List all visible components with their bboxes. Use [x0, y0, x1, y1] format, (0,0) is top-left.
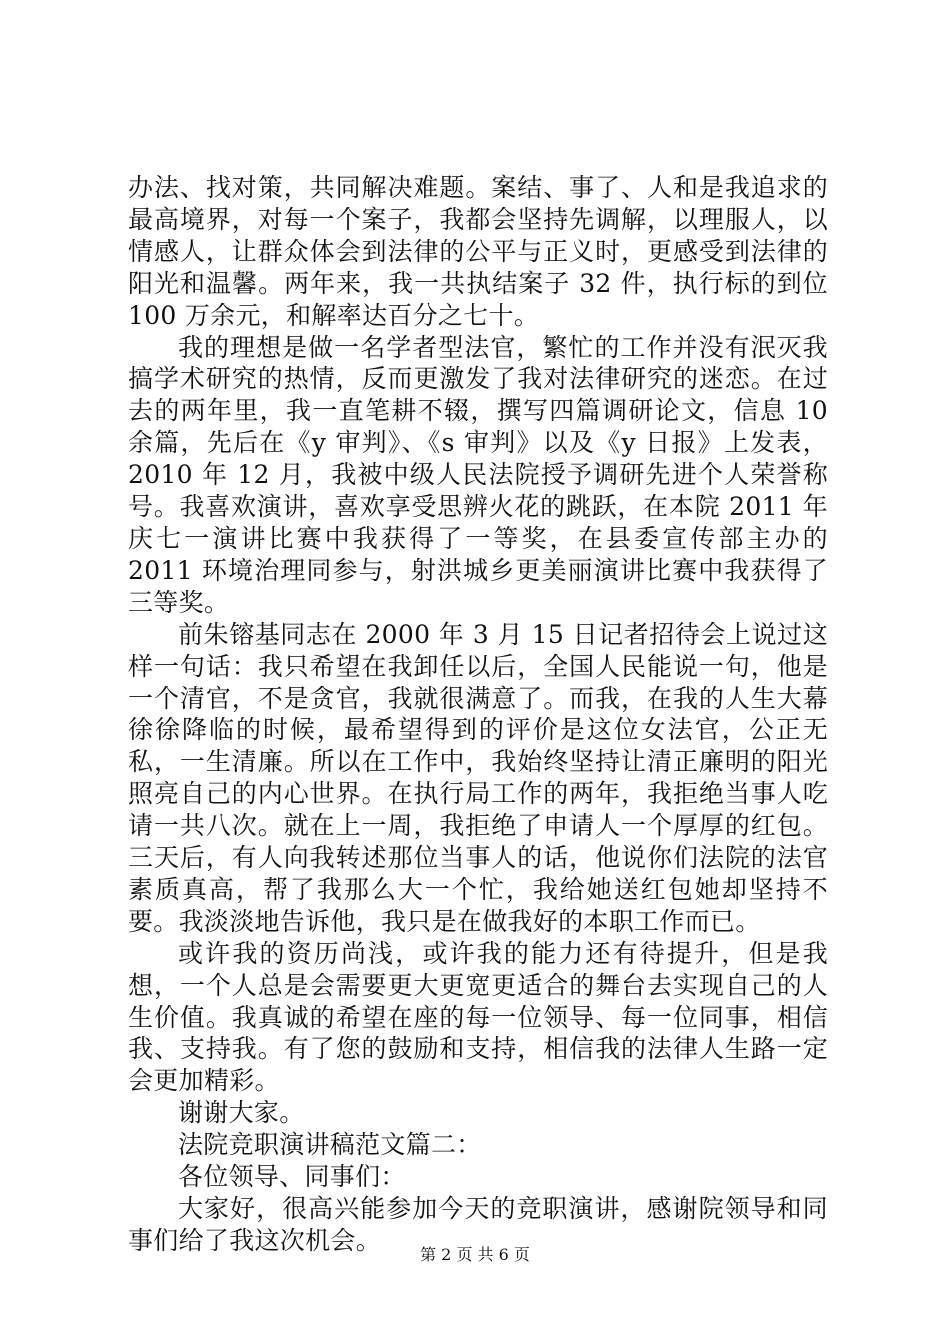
paragraph-thanks: 谢谢大家。 — [178, 1098, 305, 1128]
paragraph-opening: 大家好，很高兴能参加今天的竞职演讲，感谢院领导和同事们给了我这次机会。 — [128, 1194, 828, 1255]
body-text — [128, 172, 828, 1257]
paragraph-continuation: 办法、找对策，共同解决难题。案结、事了、人和是我追求的最高境界，对每一个案子，我都会坚持先调解，以理服人，以情感人，让群众体会到法律的公平与正义时，更感受到法律的阳光和温馨。两年来，我一共执结案子 32 件，执行标的到位 100 万余元，和解率达百分之七十。 — [128, 173, 828, 330]
paragraph-ideal: 我的理想是做一名学者型法官，繁忙的工作并没有泯灭我搞学术研究的热情，反而更激发了我对法律研究的迷恋。在过去的两年里，我一直笔耕不辍，撰写四篇调研论文，信息 10 余篇，先后在《y 审判》、《s 审判》以及《y 日报》上发表，2010 年 12 月，我被中级人民法院授予调研先进个人荣誉称号。我喜欢演讲，喜欢享受思辨火花的跳跃，在本院 2011 年庆七一演讲比赛中我获得了一等奖，在县委宣传部主办的 2011 环境治理同参与，射洪城乡更美丽演讲比赛中我获得了三等奖。 — [128, 332, 828, 617]
paragraph-integrity: 前朱镕基同志在 2000 年 3 月 15 日记者招待会上说过这样一句话：我只希望在我卸任以后，全国人民能说一句，他是一个清官，不是贪官，我就很满意了。而我，在我的人生大幕徐徐降临的时候，最希望得到的评价是这位女法官，公正无私，一生清廉。所以在工作中，我始终坚持让清正廉明的阳光照亮自己的内心世界。在执行局工作的两年，我拒绝当事人吃请一共八次。就在上一周，我拒绝了申请人一个厚厚的红包。三天后，有人向我转述那位当事人的话，他说你们法院的法官素质真高，帮了我那么大一个忙，我给她送红包她却坚持不要。我淡淡地告诉他，我只是在做我好的本职工作而已。 — [128, 619, 828, 936]
salutation: 各位领导、同事们： — [178, 1162, 406, 1192]
paragraph-closing: 或许我的资历尚浅，或许我的能力还有待提升，但是我想，一个人总是会需要更大更宽更适合的舞台去实现自己的人生价值。我真诚的希望在座的每一位领导、每一位同事，相信我、支持我。有了您的鼓励和支持，相信我的法律人生路一定会更加精彩。 — [128, 938, 828, 1096]
page-number: 第 2 页 共 6 页 — [420, 1245, 530, 1264]
section-heading: 法院竞职演讲稿范文篇二： — [178, 1130, 482, 1160]
